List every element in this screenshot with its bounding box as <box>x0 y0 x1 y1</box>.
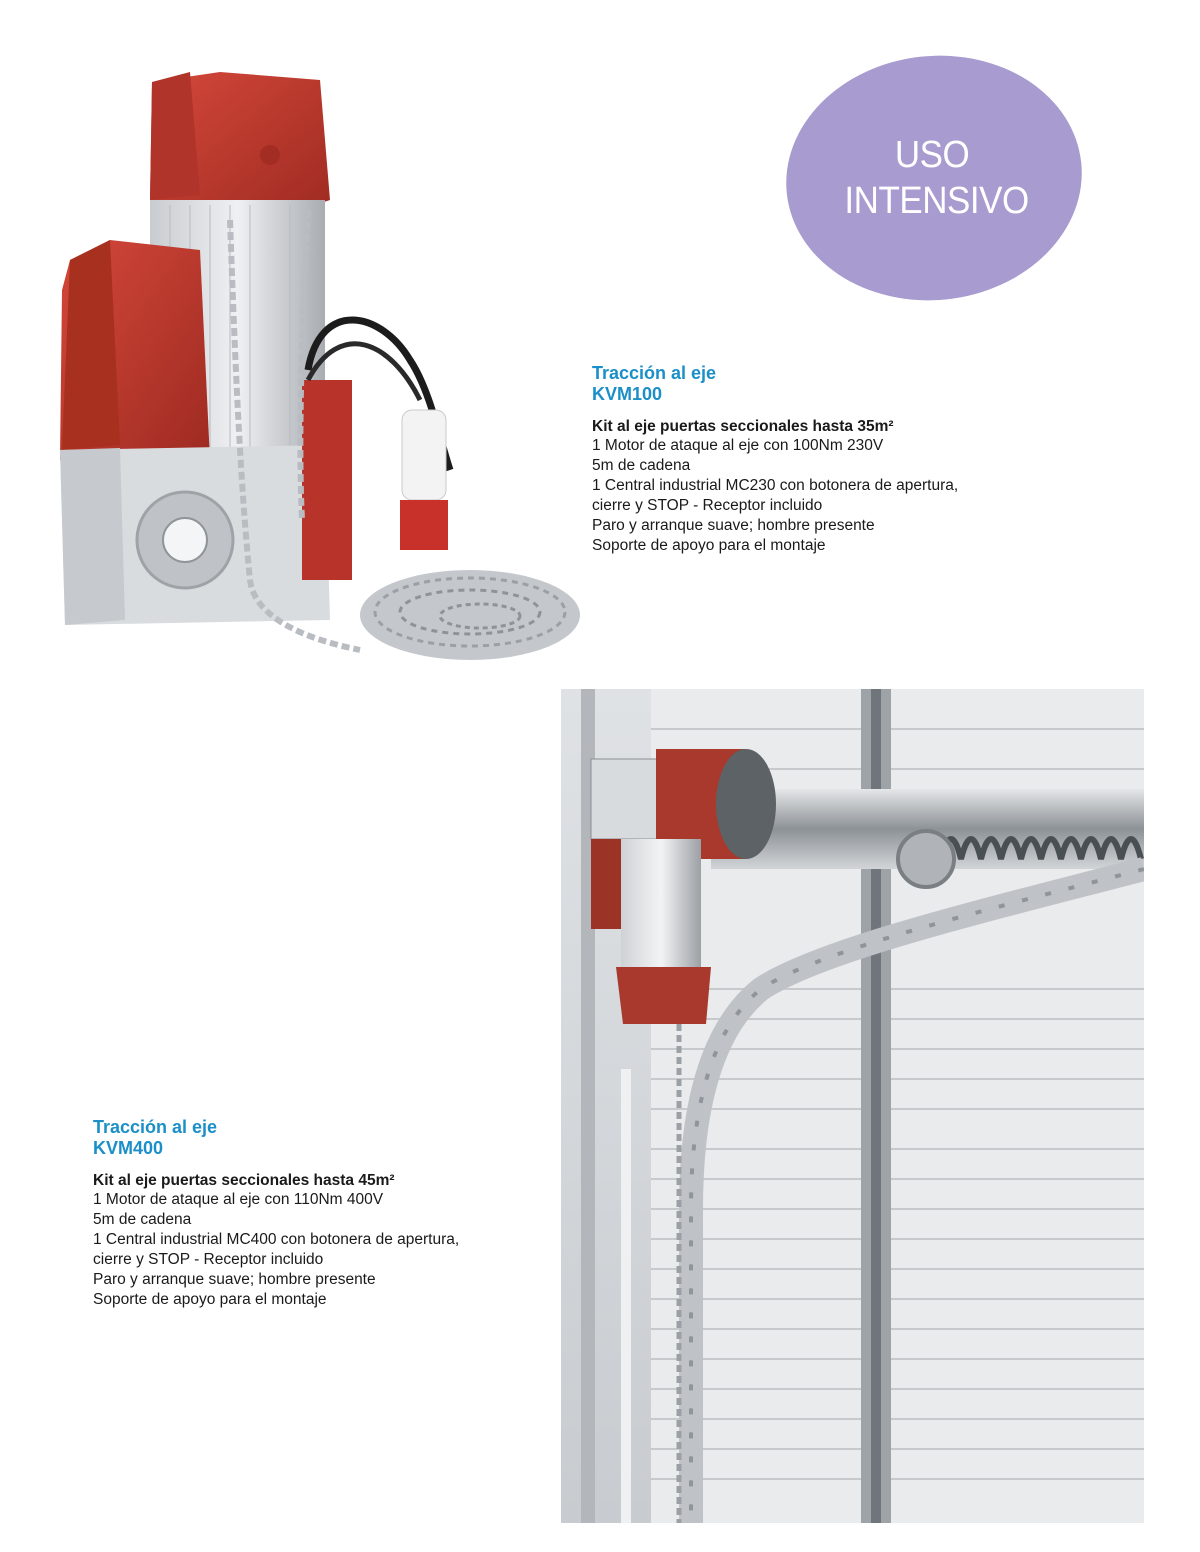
product-model: KVM400 <box>93 1138 164 1158</box>
product-feature: Soporte de apoyo para el montaje <box>93 1291 327 1308</box>
product-kvm400 <box>93 1117 553 1310</box>
product-feature: 5m de cadena <box>93 1211 192 1228</box>
product-feature: 1 Motor de ataque al eje con 110Nm 400V <box>93 1191 384 1208</box>
product-kvm100 <box>592 363 1092 556</box>
product-feature: 1 Motor de ataque al eje con 100Nm 230V <box>592 437 884 454</box>
product-feature: 1 Central industrial MC230 con botonera de apertura, <box>592 477 959 494</box>
product-feature: 1 Central industrial MC400 con botonera de apertura, <box>93 1231 460 1248</box>
product-kit-heading: Kit al eje puertas seccionales hasta 45m² <box>93 1172 395 1189</box>
product-kit-heading: Kit al eje puertas seccionales hasta 35m² <box>592 418 894 435</box>
product-feature: cierre y STOP - Receptor incluido <box>592 497 823 514</box>
kvm100-motor-image <box>40 60 600 690</box>
product-title: Tracción al eje <box>592 363 717 383</box>
product-feature: Paro y arranque suave; hombre presente <box>592 517 875 534</box>
kvm400-installation-photo <box>561 689 1144 1523</box>
product-feature: 5m de cadena <box>592 457 691 474</box>
badge-line-1: USO <box>894 134 969 177</box>
product-feature: Soporte de apoyo para el montaje <box>592 537 826 554</box>
product-model: KVM100 <box>592 384 663 404</box>
product-feature: cierre y STOP - Receptor incluido <box>93 1251 324 1268</box>
badge-line-2: INTENSIVO <box>844 179 1029 222</box>
product-title: Tracción al eje <box>93 1117 218 1137</box>
uso-intensivo-badge <box>774 41 1094 315</box>
product-feature: Paro y arranque suave; hombre presente <box>93 1271 376 1288</box>
